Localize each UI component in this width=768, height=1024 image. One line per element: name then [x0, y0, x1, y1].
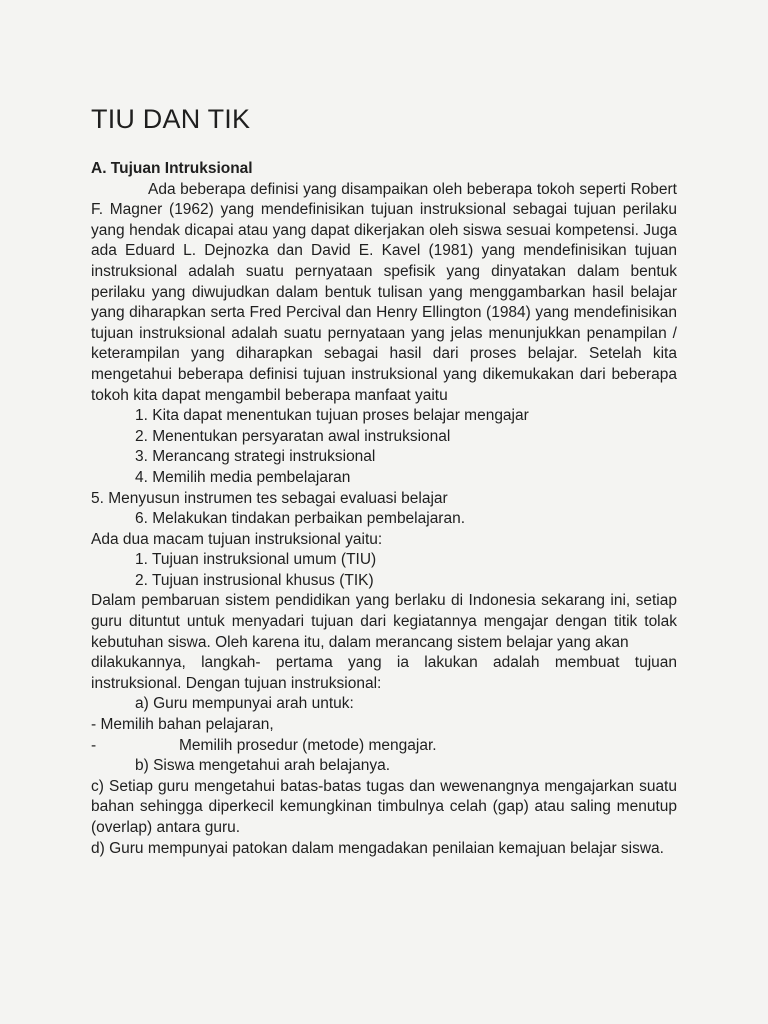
dash-marker: - [91, 736, 97, 754]
list-item: 4. Memilih media pembelajaran [135, 468, 351, 486]
list-item: c) Setiap guru mengetahui batas-batas tugas dan wewenangnya mengajarkan suatu bahan sehingga diperkecil kemungkinan timbulnya celah (gap) atau saling menutup (overlap) antara guru. [91, 777, 677, 836]
list-item-text: Memilih prosedur (metode) mengajar. [179, 736, 437, 754]
types-intro: Ada dua macam tujuan instruksional yaitu: [91, 530, 383, 548]
list-item: b) Siswa mengetahui arah belajanya. [135, 757, 391, 775]
page-title: TIU DAN TIK [91, 104, 251, 134]
list-item [91, 736, 677, 757]
list-item: 2. Tujuan instrusional khusus (TIK) [135, 571, 374, 589]
list-item: - Memilih bahan pelajaran, [91, 716, 274, 734]
section-heading: A. Tujuan Intruksional [91, 160, 253, 177]
paragraph-reform: Dalam pembaruan sistem pendidikan yang berlaku di Indonesia sekarang ini, setiap guru dituntut untuk menyadari tujuan dari kegiatannya mengajar dengan titik tolak kebutuhan siswa. Oleh karena itu, dalam merancang sistem belajar yang akan [91, 592, 677, 651]
list-item: 1. Kita dapat menentukan tujuan proses belajar mengajar [135, 407, 529, 425]
paragraph-first-step: dilakukannya, langkah- pertama yang ia lakukan adalah membuat tujuan instruksional. Dengan tujuan instruksional: [91, 654, 677, 692]
list-item: a) Guru mempunyai arah untuk: [135, 695, 354, 713]
list-item: 6. Melakukan tindakan perbaikan pembelajaran. [135, 510, 466, 528]
list-item: 2. Menentukan persyaratan awal instruksional [135, 427, 451, 445]
list-item: 3. Merancang strategi instruksional [135, 448, 376, 466]
list-item: 1. Tujuan instruksional umum (TIU) [135, 551, 377, 569]
list-item: d) Guru mempunyai patokan dalam mengadakan penilaian kemajuan belajar siswa. [91, 839, 664, 857]
paragraph-definitions: Ada beberapa definisi yang disampaikan oleh beberapa tokoh seperti Robert F. Magner (1962) yang mendefinisikan tujuan instruksional sebagai tujuan perilaku yang hendak dicapai atau yang dapat dikerjakan oleh siswa sesuai kompetensi. Juga ada Eduard L. Dejnozka dan David E. Kavel (1981) yang mendefinisikan tujuan instruksional adalah suatu pernyataan spefisik yang dinyatakan dalam bentuk perilaku yang diwujudkan dalam bentuk tulisan yang menggambarkan hasil belajar yang diharapkan serta Fred Percival dan Henry Ellington (1984) yang mendefinisikan tujuan instruksional adalah suatu pernyataan yang jelas menunjukkan penampilan / keterampilan yang diharapkan sebagai hasil dari proses belajar. Setelah kita mengetahui beberapa definisi tujuan instruksional yang dikemukakan dari beberapa tokoh kita dapat mengambil beberapa manfaat yaitu [91, 180, 677, 404]
list-item: 5. Menyusun instrumen tes sebagai evaluasi belajar [91, 489, 448, 507]
